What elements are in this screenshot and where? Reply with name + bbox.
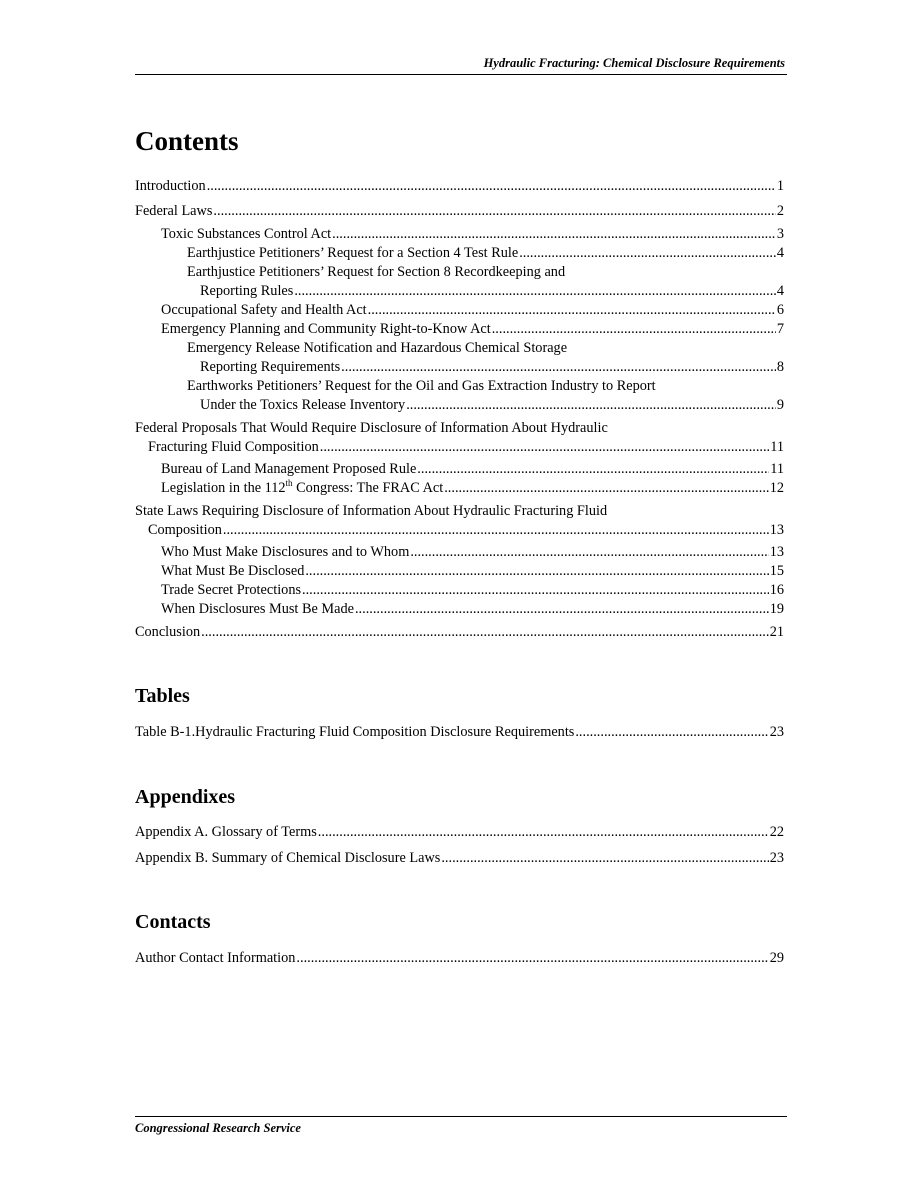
toc-entry-conclusion[interactable] xyxy=(135,623,784,642)
toc-page-number: 21 xyxy=(769,624,784,640)
toc-entry-text: Composition xyxy=(148,522,222,538)
toc-entry-first-line: Earthworks Petitioners’ Request for the Oil and Gas Extraction Industry to Report xyxy=(187,378,656,394)
toc-entry-first-line: State Laws Requiring Disclosure of Information About Hydraulic Fracturing Fluid xyxy=(135,503,608,519)
appendixes-heading: Appendixes xyxy=(135,786,236,808)
toc-entry-text: Occupational Safety and Health Act xyxy=(161,302,367,318)
toc-entry-text: Emergency Planning and Community Right-to-Know Act xyxy=(161,321,491,337)
leader-dots xyxy=(492,320,776,339)
toc-entry-first-line: Earthjustice Petitioners’ Request for Section 8 Recordkeeping and xyxy=(187,264,566,280)
leader-dots xyxy=(444,479,768,498)
toc-entry-section8-recordkeeping[interactable] xyxy=(135,263,784,301)
toc-entry-text: Introduction xyxy=(135,178,206,194)
toc-entry-frac-act[interactable] xyxy=(135,479,784,498)
toc-entry-text: Toxic Substances Control Act xyxy=(161,226,332,242)
toc-entry-emergency-release[interactable] xyxy=(135,339,784,377)
header-rule xyxy=(135,74,787,75)
toc-entry-text: Fracturing Fluid Composition xyxy=(148,439,319,455)
toc-entry-text: What Must Be Disclosed xyxy=(161,563,305,579)
toc-entry-text: Author Contact Information xyxy=(135,950,296,966)
toc-entry-osha[interactable] xyxy=(135,301,784,320)
toc-entry-text: Legislation in the 112th Congress: The FRAC Act xyxy=(161,478,444,496)
toc-page-number: 12 xyxy=(769,480,784,496)
toc-page-number: 1 xyxy=(776,178,784,194)
toc-page-number: 6 xyxy=(776,302,784,318)
toc-entry-text: Federal Laws xyxy=(135,203,213,219)
toc-entry-trade-secret[interactable] xyxy=(135,581,784,600)
superscript-th: th xyxy=(285,478,293,489)
leader-dots xyxy=(406,396,776,415)
toc-entry-what-disclosed[interactable] xyxy=(135,562,784,581)
toc-page-number: 13 xyxy=(769,522,784,538)
contacts-heading: Contacts xyxy=(135,911,211,933)
toc-entry-text: Appendix B. Summary of Chemical Disclosure Laws xyxy=(135,850,441,866)
leader-dots xyxy=(207,177,776,196)
leader-dots xyxy=(320,438,769,457)
toc-page-number: 8 xyxy=(776,359,784,375)
toc-entry-federal-laws[interactable] xyxy=(135,202,784,221)
running-footer: Congressional Research Service xyxy=(135,1121,301,1135)
leader-dots xyxy=(355,600,769,619)
toc-entry-federal-proposals[interactable] xyxy=(135,419,784,457)
leader-dots xyxy=(201,623,769,642)
toc-entry-first-line: Federal Proposals That Would Require Disclosure of Information About Hydraulic xyxy=(135,420,608,436)
toc-page-number: 15 xyxy=(769,563,784,579)
leader-dots xyxy=(519,244,776,263)
toc-entry-epcra[interactable] xyxy=(135,320,784,339)
leader-dots xyxy=(302,581,769,600)
toc-page-number: 23 xyxy=(769,850,784,866)
leader-dots xyxy=(332,225,776,244)
toc-entry-text: Appendix A. Glossary of Terms xyxy=(135,824,317,840)
toc-entry-appendix-a[interactable] xyxy=(135,823,784,842)
leader-dots xyxy=(441,849,768,868)
contents-heading: Contents xyxy=(135,126,239,156)
toc-page-number: 4 xyxy=(776,283,784,299)
toc-entry-text: Under the Toxics Release Inventory xyxy=(200,397,406,413)
toc-page-number: 9 xyxy=(776,397,784,413)
leader-dots xyxy=(575,723,768,742)
toc-entry-table-b1[interactable] xyxy=(135,723,784,742)
toc-page-number: 22 xyxy=(769,824,784,840)
toc-entry-text: When Disclosures Must Be Made xyxy=(161,601,354,617)
leader-dots xyxy=(318,823,769,842)
toc-entry-section4-test-rule[interactable] xyxy=(135,244,784,263)
toc-page-number: 2 xyxy=(776,203,784,219)
toc-page-number: 19 xyxy=(769,601,784,617)
toc-entry-text: Table B-1.Hydraulic Fracturing Fluid Composition Disclosure Requirements xyxy=(135,724,575,740)
toc-entry-text: Bureau of Land Management Proposed Rule xyxy=(161,461,417,477)
toc-entry-state-laws[interactable] xyxy=(135,502,784,540)
toc-entry-introduction[interactable] xyxy=(135,177,784,196)
toc-entry-who-must-disclose[interactable] xyxy=(135,543,784,562)
toc-page-number: 13 xyxy=(769,544,784,560)
toc-entry-earthworks-tri[interactable] xyxy=(135,377,784,415)
toc-entry-tsca[interactable] xyxy=(135,225,784,244)
leader-dots xyxy=(296,949,768,968)
toc-entry-text: Trade Secret Protections xyxy=(161,582,302,598)
toc-page-number: 23 xyxy=(769,724,784,740)
toc-entry-appendix-b[interactable] xyxy=(135,849,784,868)
toc-entry-blm-rule[interactable] xyxy=(135,460,784,479)
toc-page-number: 7 xyxy=(776,321,784,337)
toc-entry-text: Who Must Make Disclosures and to Whom xyxy=(161,544,410,560)
toc-page-number: 3 xyxy=(776,226,784,242)
toc-entry-text: Reporting Rules xyxy=(200,283,294,299)
toc-entry-text: Reporting Requirements xyxy=(200,359,341,375)
leader-dots xyxy=(410,543,768,562)
toc-page-number: 11 xyxy=(770,461,784,477)
leader-dots xyxy=(213,202,775,221)
toc-entry-text: Earthjustice Petitioners’ Request for a Section 4 Test Rule xyxy=(187,245,519,261)
toc-entry-when-disclosures[interactable] xyxy=(135,600,784,619)
toc-page-number: 16 xyxy=(769,582,784,598)
leader-dots xyxy=(305,562,768,581)
toc-entry-first-line: Emergency Release Notification and Hazardous Chemical Storage xyxy=(187,340,568,356)
leader-dots xyxy=(341,358,776,377)
footer-rule xyxy=(135,1116,787,1117)
leader-dots xyxy=(368,301,776,320)
toc-page-number: 4 xyxy=(776,245,784,261)
leader-dots xyxy=(294,282,776,301)
leader-dots xyxy=(417,460,769,479)
tables-heading: Tables xyxy=(135,685,190,707)
toc-page-number: 29 xyxy=(769,950,784,966)
running-header: Hydraulic Fracturing: Chemical Disclosure Requirements xyxy=(483,56,785,70)
leader-dots xyxy=(223,521,769,540)
toc-page-number: 11 xyxy=(770,439,784,455)
toc-entry-author-contact[interactable] xyxy=(135,949,784,968)
toc-entry-text: Conclusion xyxy=(135,624,201,640)
